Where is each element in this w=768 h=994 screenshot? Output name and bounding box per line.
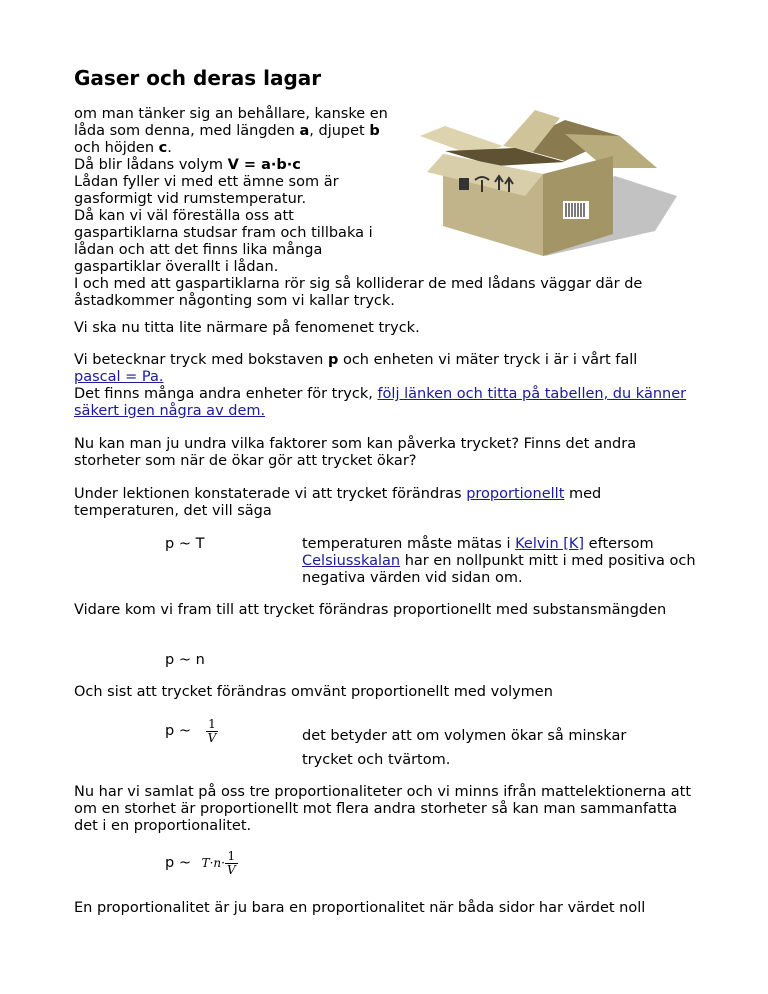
paragraph-lesson: Under lektionen konstaterade vi att trycket förändras proportionellt med temperaturen, det vill säga [74, 486, 602, 519]
formula-combined: p ~ T·n· $\frac{1}{V}$ [165, 849, 236, 877]
temperature-note: temperaturen måste mätas i Kelvin [K] eftersom Celsiusskalan har en nollpunkt mitt i med positiva och negativa värden vid sidan om. [302, 536, 696, 586]
fraction-one-over-v-combined: $\frac{1}{V}$ [226, 849, 236, 877]
paragraph-denote-pressure: Vi betecknar tryck med bokstaven p och enheten vi mäter tryck i är i vårt fall pascal = Pa. Det finns många andra enheter för tryck, följ länken och titta på tabellen, du känner säkert igen några av dem. [74, 352, 687, 419]
paragraph-last: En proportionalitet är ju bara en proportionalitet när båda sidor har värdet noll [74, 900, 646, 916]
page-title: Gaser och deras lagar [74, 66, 322, 90]
formula-p-inverse-v: p ~ $\frac{1}{V}$ [165, 717, 217, 745]
fraction-one-over-v: $\frac{1}{V}$ [207, 717, 217, 745]
volume-note: det betyder att om volymen ökar så minskar trycket och tvärtom. [302, 728, 627, 768]
celsius-scale-link[interactable]: Celsiusskalan [302, 553, 401, 569]
paragraph-substance-amount: Vidare kom vi fram till att trycket förändras proportionellt med substansmängden [74, 602, 667, 618]
intro-paragraph: om man tänker sig an behållare, kanske en låda som denna, med längden a, djupet b och höjden c. Då blir lådans volym V = a·b·c Lådan fyller vi med ett ämne som är gasformigt vid rumstemperatur. Då kan vi väl föreställa oss att gaspartiklarna studsar fram och tillbaka i lådan och att det finns lika många gaspartiklar överallt i lådan. I och med att gaspartiklarna rör sig så kolliderar de med lådans väggar där de åstadkommer någonting som vi kallar tryck. [74, 106, 643, 309]
paragraph-volume: Och sist att trycket förändras omvänt proportionellt med volymen [74, 684, 553, 700]
formula-p-n: p ~ n [165, 652, 205, 668]
pressure-units-table-link[interactable]: följ länken och titta på tabellen, du känner säkert igen några av dem. [74, 386, 687, 419]
proportional-link[interactable]: proportionellt [466, 486, 565, 502]
paragraph-combined: Nu har vi samlat på oss tre proportionaliteter och vi minns ifrån mattelektionerna att om en storhet är proportionellt mot flera andra storheter så kan man sammanfatta det i en proportionalitet. [74, 784, 692, 834]
kelvin-link[interactable]: Kelvin [K] [515, 536, 585, 552]
pascal-link[interactable]: pascal = Pa. [74, 369, 164, 385]
paragraph-look-closer: Vi ska nu titta lite närmare på fenomenet tryck. [74, 320, 420, 336]
formula-p-t: p ~ T [165, 536, 205, 552]
paragraph-which-factors: Nu kan man ju undra vilka faktorer som kan påverka trycket? Finns det andra storheter som när de ökar gör att trycket ökar? [74, 436, 637, 469]
